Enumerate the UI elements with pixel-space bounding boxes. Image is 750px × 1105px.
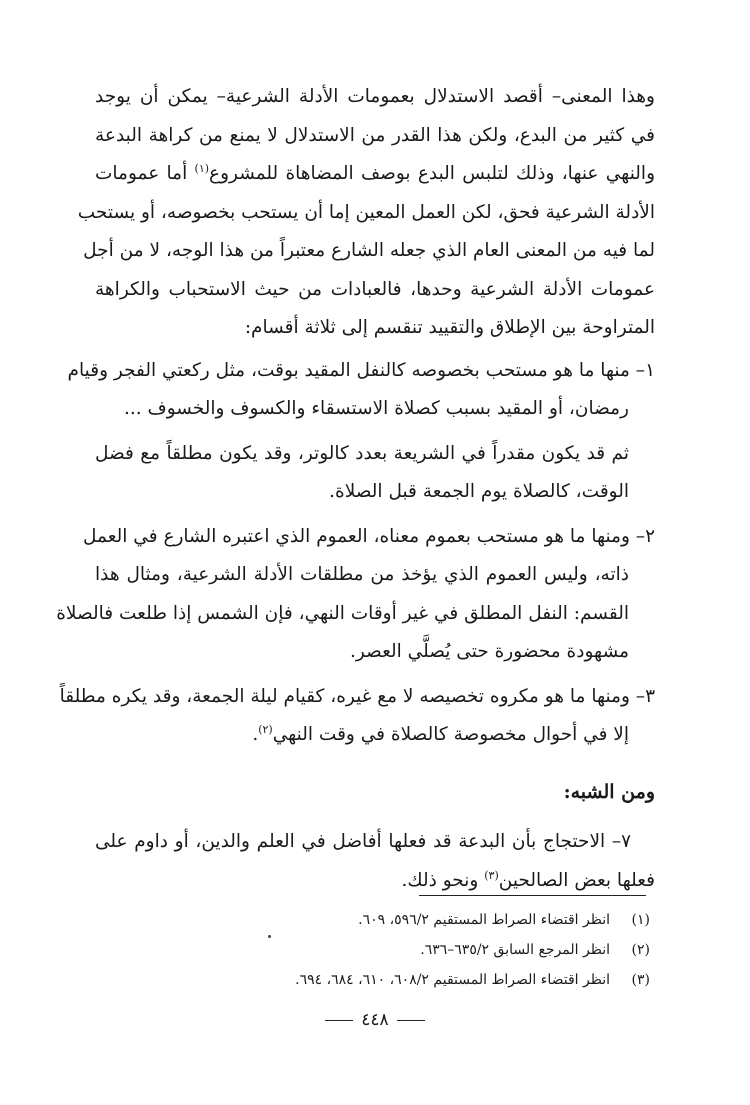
footnote-number: (٣) (631, 972, 650, 988)
footnote-ref: (٢) (258, 722, 273, 736)
footnote-separator (419, 895, 646, 896)
text-line: ٢– ومنها ما هو مستحب بعموم معناه، العموم الذي اعتبره الشارع في العمل (83, 525, 655, 547)
footnote-text: انظر المرجع السابق ٦٣٥/٢–٦٣٦. (420, 942, 610, 958)
list-item-3 (59, 678, 655, 755)
text-line: وهذا المعنى– أقصد الاستدلال بعمومات الأدلة الشرعية– يمكن أن يوجد (95, 86, 655, 107)
dash-right (397, 1020, 425, 1021)
page-number-text: ٤٤٨ (361, 1010, 389, 1030)
text-span: . (252, 724, 259, 745)
text-line: مشهودة محضورة حتى يُصلَّي العصر. (349, 641, 629, 662)
text-span: إلا في أحوال مخصوصة كالصلاة في وقت النهي (272, 724, 629, 745)
text-line: القسم: النفل المطلق في غير أوقات النهي، فإن الشمس إذا طلعت فالصلاة (56, 602, 629, 624)
footnote-item (90, 905, 650, 935)
text-span: ونحو ذلك. (401, 869, 485, 891)
text-line: ثم قد يكون مقدراً في الشريعة بعدد كالوتر، وقد يكون مطلقاً مع فضل (95, 442, 629, 464)
text-line (95, 716, 655, 755)
text-line: ٧– الاحتجاج بأن البدعة قد فعلها أفاضل في العلم والدين، أو داوم على (95, 831, 631, 852)
footnote-item (90, 965, 650, 995)
footnote-text: انظر اقتضاء الصراط المستقيم ٥٩٦/٢، ٦٠٩. (358, 912, 610, 928)
list-item-1-continuation (95, 435, 655, 512)
text-line: المتراوحة بين الإطلاق والتقييد تنقسم إلى ثلاثة أقسام: (244, 317, 655, 338)
list-item-7 (95, 823, 655, 900)
footnotes (90, 905, 650, 995)
dash-left (325, 1020, 353, 1021)
footnote-number: (١) (631, 912, 650, 928)
list-item-2 (56, 518, 655, 672)
text-line: ٣– ومنها ما هو مكروه تخصيصه لا مع غيره، كقيام ليلة الجمعة، وقد يكره مطلقاً (59, 685, 655, 707)
footnote-number: (٢) (631, 942, 650, 958)
text-line: عمومات الأدلة الشرعية وحدها، فالعبادات من حيث الاستحباب والكراهة (95, 278, 655, 300)
text-line: الأدلة الشرعية فحق، لكن العمل المعين إما أن يستحب بخصوصه، أو يستحب (77, 201, 655, 223)
text-span: والنهي عنها، وذلك لتلبس البدع بوصف المضاهاة للمشروع (209, 163, 655, 184)
footnote-ref: (٣) (484, 868, 499, 882)
footnote-item (90, 935, 650, 965)
text-line: لما فيه من المعنى العام الذي جعله الشارع معتبراً من هذا الوجه، لا من أجل (83, 240, 655, 261)
text-line: ١– منها ما هو مستحب بخصوصه كالنفل المقيد بوقت، مثل ركعتي الفجر وقيام (67, 359, 655, 381)
footnote-text: انظر اقتضاء الصراط المستقيم ٦٠٨/٢، ٦١٠، ٦٨٤، ٦٩٤. (295, 972, 610, 988)
page-body (56, 78, 655, 900)
list-item-1 (67, 352, 655, 429)
text-span: فعلها بعض الصالحين (498, 869, 655, 891)
footnote-ref: (١) (194, 161, 210, 175)
text-span: أما عمومات (95, 163, 195, 184)
text-line (95, 155, 655, 194)
text-line: الوقت، كالصلاة يوم الجمعة قبل الصلاة. (329, 481, 629, 502)
page-number (0, 1010, 750, 1030)
text-line: في كثير من البدع، ولكن هذا القدر من الاستدلال لا يمنع من كراهة البدعة (95, 124, 655, 146)
paragraph-intro (77, 78, 655, 348)
text-line: ذاته، وليس العموم الذي يؤخذ من مطلقات الأدلة الشرعية، ومثال هذا (95, 564, 629, 585)
section-heading: ومن الشبه: (563, 780, 655, 803)
text-line: رمضان، أو المقيد بسبب كصلاة الاستسقاء والكسوف والخسوف ... (124, 398, 629, 419)
